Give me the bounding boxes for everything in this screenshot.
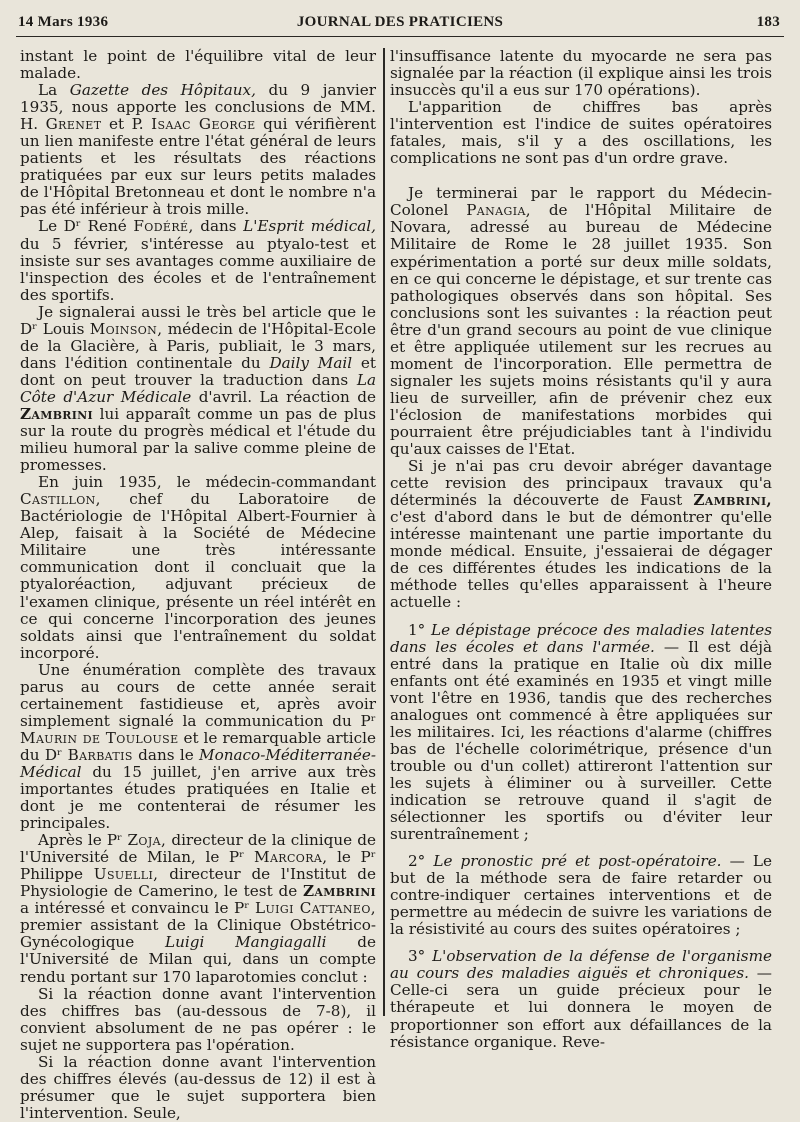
paragraph: Si la réaction donne avant l'intervention des chiffres bas (au-dessous de 7-8), il convient absolument de ne pas opérer : le sujet ne supportera pas l'opération. [20, 984, 376, 1054]
paragraph: Je signalerai aussi le très bel article que le Dʳ Louis Moinson, médecin de l'Hôpital-Ecole de la Glacière, à Paris, publiait, le 3 mars, dans l'édition continentale du Daily Mail et dont on peut trouver la traduction dans La Côte d'Azur Médicale d'avril. La réaction de Zambrini lui apparaît comme un pas de plus sur la route du progrès médical et l'étude du milieu humoral par la salive comme pleine de promesses. [20, 302, 376, 475]
author-name: Zambrini [20, 404, 93, 423]
author-name: Castillon, [20, 490, 101, 509]
paragraph: Après le Pʳ Zoja, directeur de la clinique de l'Université de Milan, le Pʳ Marcora, le Pʳ Philippe Usuelli, directeur de l'Institut de Physiologie de Camerino, le test de Zambrini a intéressé et convaincu le Pʳ Luigi Cattaneo, premier assistant de la Clinique Obstétrico-Gynécologique Luigi Mangiagalli de l'Université de Milan qui, dans un compte rendu portant sur 170 laparotomies conclut : [20, 831, 376, 986]
running-header [16, 10, 784, 37]
paragraph: L'apparition de chiffres bas après l'intervention est l'indice de suites opératoires fatales, mais, s'il y a des oscillations, les complications ne sont pas d'un ordre grave. [390, 98, 772, 168]
author-name: Moinson, [89, 319, 163, 338]
author-name: Panagia, [466, 201, 532, 220]
paragraph: l'insuffisance latente du myocarde ne sera pas signalée par la réaction (il explique ainsi les trois insuccès qu'il a eus sur 170 opérations). [390, 47, 772, 100]
author-name: Maurin de Toulouse [20, 728, 179, 747]
author-name: Zambrini, [693, 491, 772, 510]
author-name: Zoja, [127, 831, 167, 850]
author-name: Fodéré, [133, 217, 194, 236]
page-number: 183 [756, 14, 780, 30]
paragraph: En juin 1935, le médecin-commandant Castillon, chef du Laboratoire de Bactériologie de l'Hôpital Albert-Fournier à Alep, faisait à la Société de Médecine Militaire une très intéressante communication dont il concluait que la ptyaloréaction, adjuvant précieux de l'examen clinique, présente un réel intérêt en ce qui concerne l'incorporation des jeunes soldats ainsi que l'entraînement du soldat incorporé. [20, 473, 376, 662]
paragraph: Je terminerai par le rapport du Médecin-Colonel Panagia, de l'Hôpital Militaire de Novara, adressé au bureau de Médecine Militaire de Rome le 28 juillet 1935. Son expérimentation a porté sur deux mille soldats, en ce qui concerne le dépistage, et sur trente cas pathologiques observés dans son hôpital. Ses conclusions sont les suivantes : la réaction peut être d'un grand secours au point de vue clinique et être appliquée utilement sur les recrues au moment de l'incorporation. Elle permettra de signaler les sujets moins résistants qu'il y aura lieu de surveiller, afin de prévenir chez eux l'éclosion de manifestations morbides qui pourraient être préjudiciables tant à l'individu qu'aux caisses de l'Etat. [390, 184, 772, 459]
author-name: Isaac George [151, 115, 256, 134]
issue-date: 14 Mars 1936 [18, 14, 109, 30]
list-item: 1° Le dépistage précoce des maladies latentes dans les écoles et dans l'armée. — Il est déjà entré dans la pratique en Italie où dix mille enfants ont été examinés en 1935 et vingt mille vont l'être en 1936, tandis que des recherches analogues ont commencé à être appliquées sur les militaires. Ici, les réactions d'alarme (chiffres bas de l'échelle colorimétrique, présence d'un trouble ou d'un collet) attireront l'attention sur les sujets à éliminer ou à surveiller. Cette indication se retrouve quand il s'agit de sélectionner les sportifs ou d'éviter leur surentraînement ; [390, 620, 772, 844]
left-column [20, 47, 377, 1122]
paragraph: Si je n'ai pas cru devoir abréger davantage cette revision des principaux travaux qu'a déterminés la découverte de Faust Zambrini, c'est d'abord dans le but de démontrer qu'elle intéresse maintenant une partie importante du monde médical. Ensuite, j'essaierai de dégager de ces différentes études les indications de la méthode telles qu'elles apparaissent à l'heure actuelle : [390, 457, 772, 612]
list-item: 3° L'observation de la défense de l'organisme au cours des maladies aiguës et chroniques. — Celle-ci sera un guide précieux pour le thérapeute et lui donnera le moyen de proportionner son effort aux défaillances de la résistance organique. Reve- [390, 947, 772, 1051]
column-divider [383, 48, 385, 1016]
author-name: Grenet [45, 115, 102, 134]
list-item: 2° Le pronostic pré et post-opératoire. — Le but de la méthode sera de faire retarder ou contre-indiquer certaines interventions et de permettre au médecin de suivre les variations de la résistivité au cours des suites opératoires ; [390, 852, 772, 939]
author-name: Marcora, [254, 848, 328, 867]
author-name: Luigi Cattaneo, [254, 899, 376, 918]
journal-title: JOURNAL DES PRATICIENS [296, 14, 504, 30]
author-name: Usuelli, [93, 865, 159, 884]
paragraph: Le Dʳ René Fodéré, dans L'Esprit médical, du 5 février, s'intéresse au ptyalo-test et insiste sur ses avantages comme auxiliaire de l'inspection des écoles et de l'entraînement des sportifs. [20, 217, 376, 304]
paragraph: Si la réaction donne avant l'intervention des chiffres élevés (au-dessus de 12) il est à présumer que le sujet supportera bien l'intervention. Seule, [20, 1052, 376, 1122]
paragraph: instant le point de l'équilibre vital de leur malade. [20, 47, 376, 83]
author-name: Zambrini [303, 882, 376, 901]
author-name: Barbatis [67, 745, 133, 764]
right-column [390, 47, 772, 1051]
paragraph: La Gazette des Hôpitaux, du 9 janvier 1935, nous apporte les conclusions de MM. H. Grenet et P. Isaac George qui vérifièrent un lien manifeste entre l'état général de leurs patients et les résultats des réactions pratiquées par eux sur leurs petits malades de l'Hôpital Bretonneau et dont le nombre n'a pas été inférieur à trois mille. [20, 81, 377, 219]
paragraph: Une énumération complète des travaux parus au cours de cette année serait certainement fastidieuse et, après avoir simplement signalé la communication du Pʳ Maurin de Toulouse et le remarquable article du Dʳ Barbatis dans le Monaco-Méditerranée-Médical du 15 juillet, j'en arrive aux très importantes études pratiquées en Italie et dont je me contenterai de résumer les principales. [20, 660, 377, 833]
